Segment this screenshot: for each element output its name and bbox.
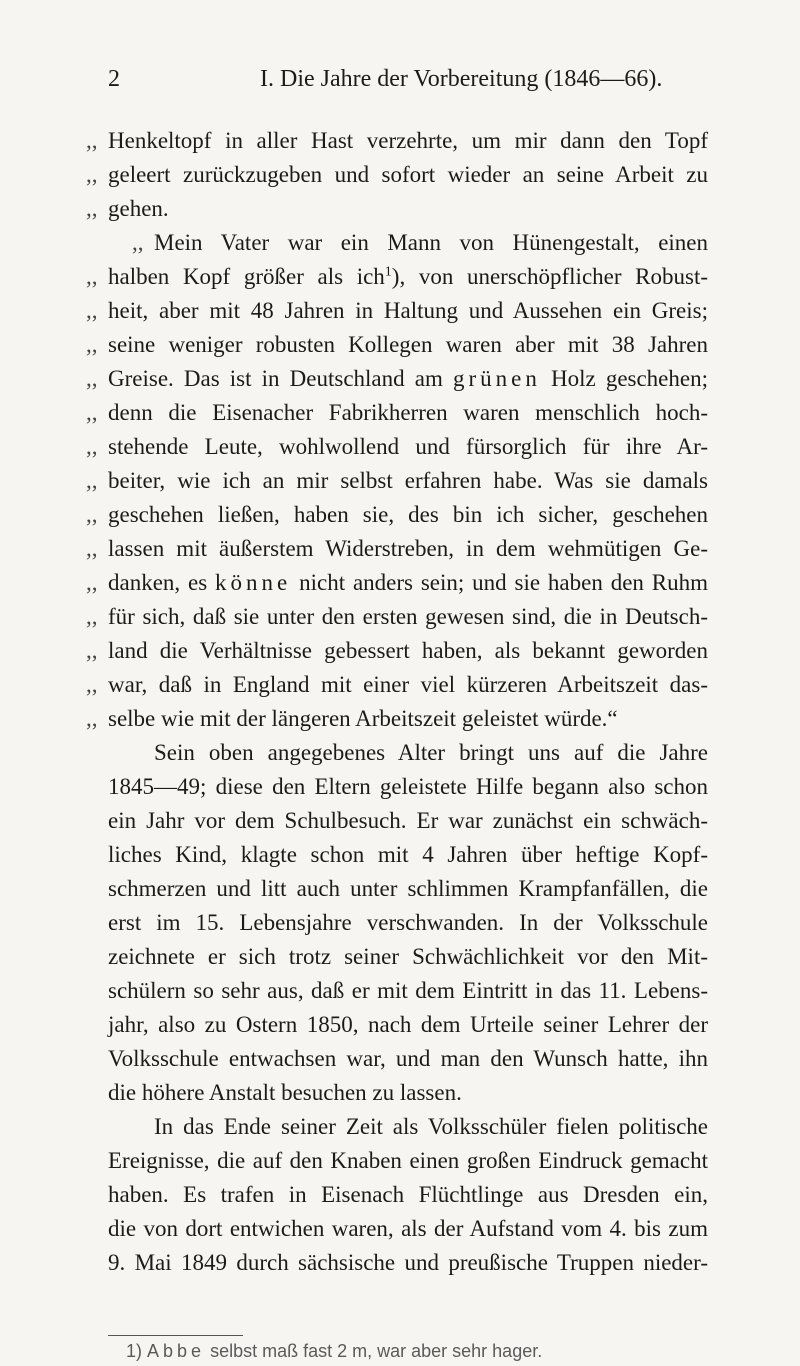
text-line: ,, selbe wie mit der längeren Arbeitszeit geleistet würde.“ [108,702,708,736]
text-line: ,, Greise. Das ist in Deutschland am grünen Holz geschehen; [108,362,708,396]
text-line: liches Kind, klagte schon mit 4 Jahren über heftige Kopf- [108,842,708,867]
quote-mark: ,, [86,366,98,391]
text-line: Volksschule entwachsen war, und man den Wunsch hatte, ihn [108,1046,708,1071]
text-line: ,, geschehen ließen, haben sie, des bin ich sicher, geschehen [108,498,708,532]
footnote: 1) Abbe selbst maß fast 2 m, war aber sehr hager. [126,1341,543,1361]
text-line: ,, geleert zurückzugeben und sofort wieder an seine Arbeit zu [108,158,708,192]
text-line: jahr, also zu Ostern 1850, nach dem Urteile seiner Lehrer der [108,1012,708,1037]
text-line: ,, Henkeltopf in aller Hast verzehrte, um mir dann den Topf [108,124,708,158]
text-line: Ereignisse, die auf den Knaben einen großen Eindruck gemacht [108,1148,708,1173]
footnote-marker: 1) [126,1341,143,1361]
text-line: schülern so sehr aus, daß er mit dem Eintritt in das 11. Lebens- [108,978,708,1003]
text-line: ,, beiter, wie ich an mir selbst erfahren habe. Was sie damals [108,464,708,498]
text-line: schmerzen und litt auch unter schlimmen Krampfanfällen, die [108,876,708,901]
text-line: ,, lassen mit äußerstem Widerstreben, in dem wehmütigen Ge- [108,532,708,566]
text-line: 9. Mai 1849 durch sächsische und preußische Truppen nieder- [108,1250,708,1275]
quote-mark: ,, [86,332,98,357]
main-text [86,124,708,1280]
footnote-rule [108,1335,243,1336]
text-line: 1845—49; diese den Eltern geleistete Hilfe begann also schon [108,774,708,799]
quote-mark: ,, [86,128,98,153]
text-line: In das Ende seiner Zeit als Volksschüler fielen politische [154,1114,708,1139]
spaced-emphasis: grünen [452,366,541,391]
quote-mark: ,, [86,638,98,663]
text-line: ein Jahr vor dem Schulbesuch. Er war zunächst ein schwäch- [108,808,708,833]
text-line: erst im 15. Lebensjahre verschwanden. In der Volksschule [108,910,708,935]
quote-mark: ,, [86,264,98,289]
text-line: die höhere Anstalt besuchen zu lassen. [108,1080,462,1105]
text-line: ,, stehende Leute, wohlwollend und fürsorglich für ihre Ar- [108,430,708,464]
running-title: I. Die Jahre der Vorbereitung (1846—66). [260,66,663,92]
text-line: ,, war, daß in England mit einer viel kürzeren Arbeitszeit das- [108,668,708,702]
quote-mark: ,, [86,706,98,731]
text-line: ,, halben Kopf größer als ich$^1$), von unerschöpflicher Robust- [108,260,708,294]
quote-mark: ,, [132,230,144,255]
quote-mark: ,, [86,162,98,187]
quote-mark: ,, [86,298,98,323]
quote-mark: ,, [86,672,98,697]
quote-mark: ,, [86,400,98,425]
quote-mark: ,, [86,434,98,459]
quote-mark: ,, [86,196,98,221]
page-number: 2 [108,66,120,92]
quote-mark: ,, [86,536,98,561]
text-line: ,, heit, aber mit 48 Jahren in Haltung und Aussehen ein Greis; [108,294,708,328]
text-line: zeichnete er sich trotz seiner Schwächlichkeit vor den Mit- [108,944,708,969]
text-line: ,, Mein Vater war ein Mann von Hünengestalt, einen [108,226,708,260]
spaced-emphasis: Abbe [147,1341,206,1361]
text-line: Sein oben angegebenes Alter bringt uns auf die Jahre [154,740,708,765]
quote-mark: ,, [86,570,98,595]
text-line: ,, für sich, daß sie unter den ersten gewesen sind, die in Deutsch- [108,600,708,634]
text-line: ,, denn die Eisenacher Fabrikherren waren menschlich hoch- [108,396,708,430]
quote-mark: ,, [86,604,98,629]
text-line: die von dort entwichen waren, als der Aufstand vom 4. bis zum [108,1216,708,1241]
quote-mark: ,, [86,468,98,493]
spaced-emphasis: könne [215,570,292,595]
text-line: ,, seine weniger robusten Kollegen waren aber mit 38 Jahren [108,328,708,362]
text-line: ,, danken, es könne nicht anders sein; und sie haben den Ruhm [108,566,708,600]
footnote-ref: 1 [384,264,392,280]
text-line: ,, land die Verhältnisse gebessert haben, als bekannt geworden [108,634,708,668]
quote-mark: ,, [86,502,98,527]
text-line: ,, gehen. [108,192,708,226]
text-line: haben. Es trafen in Eisenach Flüchtlinge aus Dresden ein, [108,1182,708,1207]
